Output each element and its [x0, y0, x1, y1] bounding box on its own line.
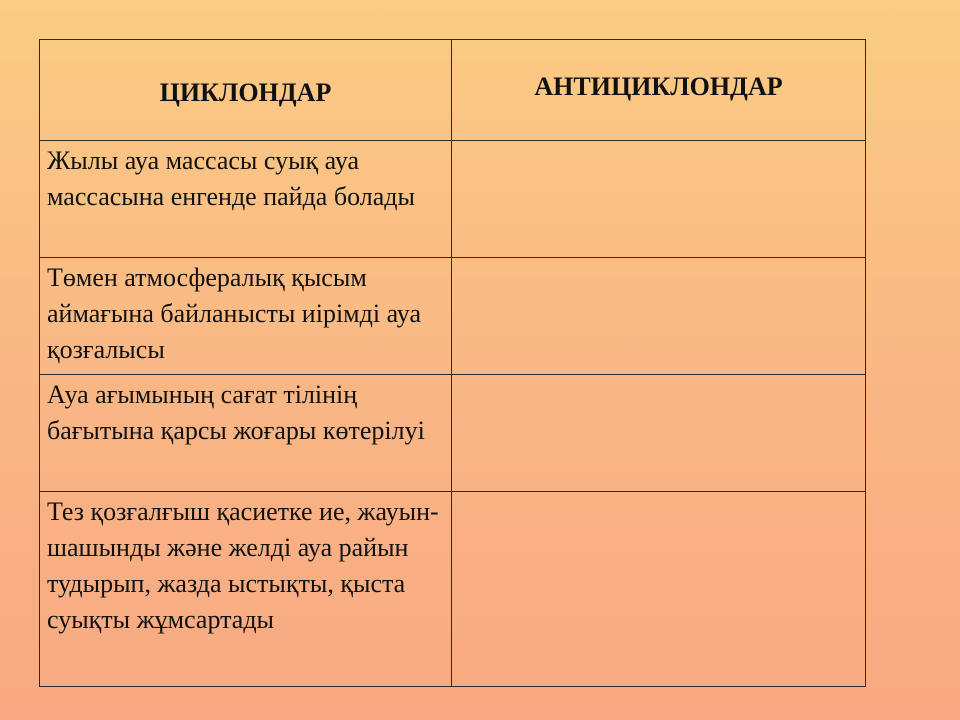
header-cyclones — [40, 40, 452, 141]
table-row — [40, 141, 866, 258]
cyclone-cell: Ауа ағымының сағат тілінің бағытына қарсы жоғары көтерілуі — [40, 375, 452, 492]
cyclone-cell: Жылы ауа массасы суық ауа массасына енгенде пайда болады — [40, 141, 452, 258]
anticyclone-cell[interactable] — [452, 258, 866, 375]
cyclone-cell: Тез қозғалғыш қасиетке ие, жауын-шашынды және желді ауа райын тудырып, жазда ыстықты, қыста суықты жұмсартады — [40, 492, 452, 687]
anticyclone-cell[interactable] — [452, 141, 866, 258]
anticyclone-cell[interactable] — [452, 492, 866, 687]
header-anticyclones — [452, 40, 866, 141]
header-cyclones-label: ЦИКЛОНДАР — [159, 78, 332, 107]
anticyclone-cell[interactable] — [452, 375, 866, 492]
table-row — [40, 258, 866, 375]
cyclone-cell: Төмен атмосфералық қысым аймағына байланысты иірімді ауа қозғалысы — [40, 258, 452, 375]
header-anticyclones-label: АНТИЦИКЛОНДАР — [534, 72, 783, 101]
table-row — [40, 492, 866, 687]
table-header-row — [40, 40, 866, 141]
table-row — [40, 375, 866, 492]
comparison-table — [39, 39, 866, 687]
